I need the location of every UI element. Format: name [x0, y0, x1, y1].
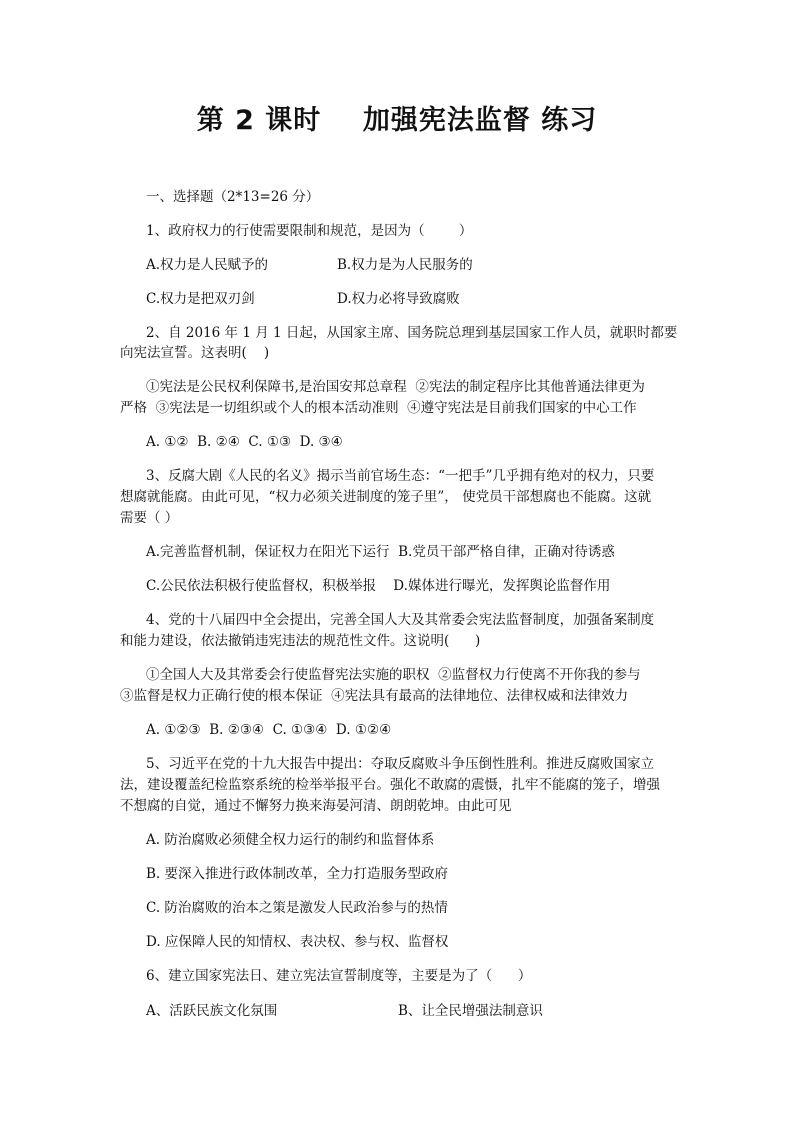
question-4-options: A. ①②③ B. ②③④ C. ①③④ D. ①②④: [146, 722, 392, 738]
question-2-statement-line: ①宪法是公民权利保障书,是治国安邦总章程 ②宪法的制定程序比其他普通法律更为: [146, 379, 645, 395]
question-1-option-b: B.权力是为人民服务的: [337, 257, 473, 273]
question-6-stem: 6、建立国家宪法日、建立宪法宣誓制度等，主要是为了（ ）: [146, 968, 532, 984]
question-4-stem-line: 和能力建设，依法撤销违宪违法的规范性文件。这说明( ): [120, 633, 481, 649]
question-3-stem-line: 想腐就能腐。由此可见，“权力必须关进制度的笼子里”， 使党员干部想腐也不能腐。这就: [120, 489, 652, 505]
question-2-stem-line: 向宪法宣誓。这表明( ): [120, 345, 270, 361]
question-2-options: A. ①② B. ②④ C. ①③ D. ③④: [146, 434, 343, 450]
question-3-options-ab: A.完善监督机制，保证权力在阳光下运行 B.党员干部严格自律，正确对待诱惑: [146, 544, 615, 560]
question-2-stem-line: 2、自 2016 年 1 月 1 日起，从国家主席、国务院总理到基层国家工作人员，就职时都要: [146, 325, 678, 341]
question-4-stem-line: 4、党的十八届四中全会提出，完善全国人大及其常委会宪法监督制度，加强备案制度: [146, 612, 655, 628]
question-5-option-d: D. 应保障人民的知情权、表决权、参与权、监督权: [146, 934, 449, 950]
page-title: 第 2 课时 加强宪法监督 练习: [196, 105, 598, 136]
question-1-option-c: C.权力是把双刃剑: [146, 291, 255, 307]
question-3-stem-line: 需要（ ）: [120, 510, 179, 526]
question-1-stem: 1、政府权力的行使需要限制和规范，是因为（ ）: [146, 223, 473, 239]
question-4-statement-line: ③监督是权力正确行使的根本保证 ④宪法具有最高的法律地位、法律权威和法律效力: [120, 688, 629, 704]
question-5-option-a: A. 防治腐败必须健全权力运行的制约和监督体系: [146, 832, 435, 848]
question-5-option-b: B. 要深入推进行政体制改革，全力打造服务型政府: [146, 866, 449, 882]
question-5-option-c: C. 防治腐败的治本之策是激发人民政治参与的热情: [146, 900, 448, 916]
question-5-stem-line: 法，建设覆盖纪检监察系统的检举举报平台。强化不敢腐的震慑，扎牢不能腐的笼子，增强: [120, 777, 660, 793]
section-heading: 一、选择题（2*13=26 分）: [146, 189, 320, 205]
question-2-statement-line: 严格 ③宪法是一切组织或个人的根本活动准则 ④遵守宪法是目前我们国家的中心工作: [120, 400, 637, 416]
question-4-statement-line: ①全国人大及其常委会行使监督宪法实施的职权 ②监督权力行使离不开你我的参与: [146, 667, 641, 683]
question-6-option-a: A、活跃民族文化氛围: [146, 1003, 278, 1019]
question-5-stem-line: 5、习近平在党的十九大报告中提出：夺取反腐败斗争压倒性胜利。推进反腐败国家立: [146, 756, 655, 772]
question-3-stem-line: 3、反腐大剧《人民的名义》揭示当前官场生态：“一把手”几乎拥有绝对的权力，只要: [146, 468, 655, 484]
question-1-option-d: D.权力必将导致腐败: [337, 291, 460, 307]
question-5-stem-line: 不想腐的自觉，通过不懈努力换来海晏河清、朗朗乾坤。由此可见: [120, 798, 512, 814]
question-6-option-b: B、让全民增强法制意识: [398, 1003, 543, 1019]
question-3-options-cd: C.公民依法积极行使监督权，积极举报 D.媒体进行曝光，发挥舆论监督作用: [146, 578, 611, 594]
question-1-option-a: A.权力是人民赋予的: [146, 257, 269, 273]
